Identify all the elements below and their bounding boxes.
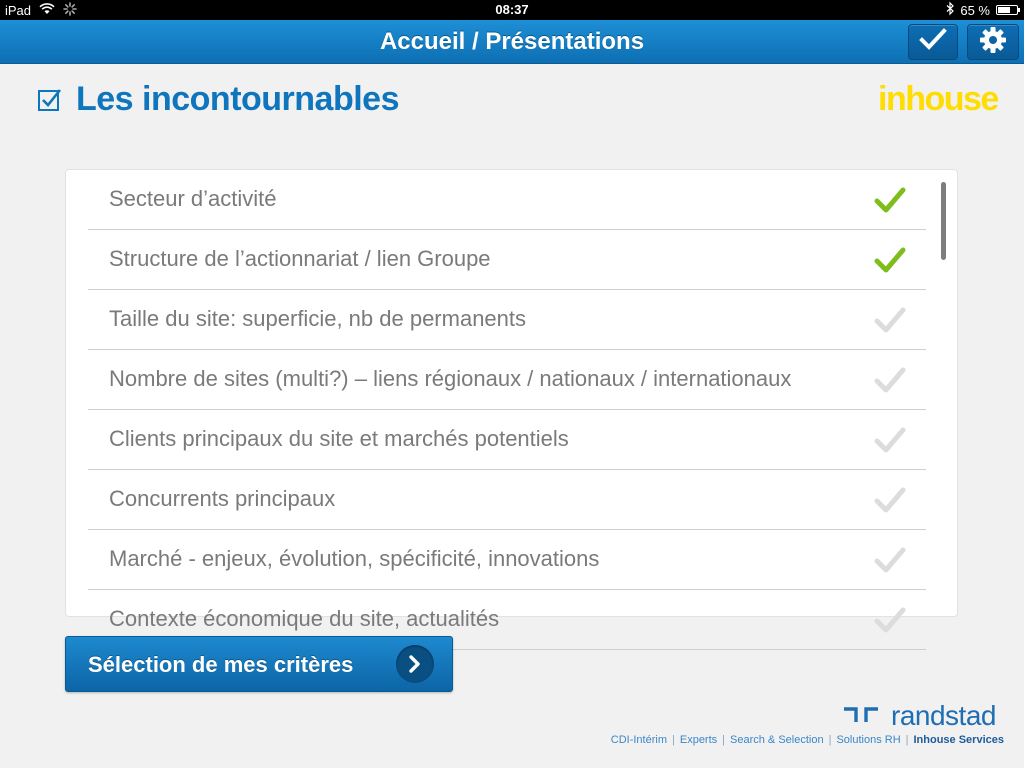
nav-bar	[0, 20, 1024, 64]
list-item[interactable]	[88, 470, 926, 530]
chevron-right-icon	[396, 645, 434, 683]
list-item-label: Clients principaux du site et marchés potentiels	[109, 426, 569, 451]
confirm-button[interactable]	[908, 24, 958, 60]
inhouse-logo: inhouse	[878, 80, 998, 118]
select-criteria-label: Sélection de mes critères	[88, 652, 354, 677]
footer-links	[611, 734, 1004, 746]
footer-separator: |	[828, 734, 832, 746]
status-time: 08:37	[495, 2, 529, 17]
checkmark-icon[interactable]	[874, 424, 906, 456]
checkmark-icon[interactable]	[874, 364, 906, 396]
scrollbar[interactable]	[941, 182, 946, 260]
footer-link[interactable]: Search & Selection	[730, 734, 824, 746]
checkmark-icon[interactable]	[874, 544, 906, 576]
device-name: iPad	[5, 3, 32, 18]
list-item-label: Marché - enjeux, évolution, spécificité, innovations	[109, 546, 600, 571]
checkmark-icon	[920, 29, 946, 56]
bluetooth-icon	[946, 2, 954, 18]
footer-link[interactable]: Solutions RH	[836, 734, 901, 746]
list-item-label: Contexte économique du site, actualités	[109, 606, 500, 631]
page-title: Les incontournables	[76, 80, 399, 118]
randstad-wordmark: randstad	[891, 700, 996, 731]
criteria-list[interactable]	[65, 169, 958, 631]
list-item[interactable]	[88, 350, 926, 410]
list-item[interactable]	[88, 230, 926, 290]
checkmark-icon[interactable]	[874, 244, 906, 276]
battery-icon	[996, 5, 1018, 15]
list-item-label: Taille du site: superficie, nb de permanents	[109, 306, 527, 331]
checkmark-icon[interactable]	[874, 484, 906, 516]
footer-separator: |	[905, 734, 909, 746]
list-item[interactable]	[88, 290, 926, 350]
title-checkbox-icon	[38, 88, 62, 112]
randstad-mark-icon	[843, 704, 879, 729]
checkmark-icon[interactable]	[874, 304, 906, 336]
nav-title: Accueil / Présentations	[379, 28, 645, 55]
list-item-label: Structure de l’actionnariat / lien Groupe	[109, 246, 491, 271]
checkmark-icon[interactable]	[874, 184, 906, 216]
status-bar	[0, 0, 1024, 20]
battery-percent: 65 %	[960, 2, 990, 18]
settings-button[interactable]	[967, 24, 1019, 60]
gear-icon	[979, 26, 1007, 59]
list-item-label: Nombre de sites (multi?) – liens régionaux / nationaux / internationaux	[109, 366, 792, 391]
list-item[interactable]	[88, 410, 926, 470]
footer-separator: |	[722, 734, 726, 746]
footer-separator: |	[672, 734, 675, 746]
footer-link[interactable]: Experts	[679, 734, 718, 746]
checkmark-icon[interactable]	[874, 604, 906, 636]
footer-link[interactable]: Inhouse Services	[913, 734, 1004, 746]
select-criteria-button[interactable]	[65, 636, 453, 692]
randstad-logo	[843, 700, 996, 732]
list-item-label: Secteur d’activité	[109, 186, 277, 211]
list-item-label: Concurrents principaux	[109, 486, 336, 511]
list-item[interactable]	[88, 170, 926, 230]
footer-link[interactable]: CDI-Intérim	[610, 734, 667, 746]
list-item[interactable]	[88, 530, 926, 590]
